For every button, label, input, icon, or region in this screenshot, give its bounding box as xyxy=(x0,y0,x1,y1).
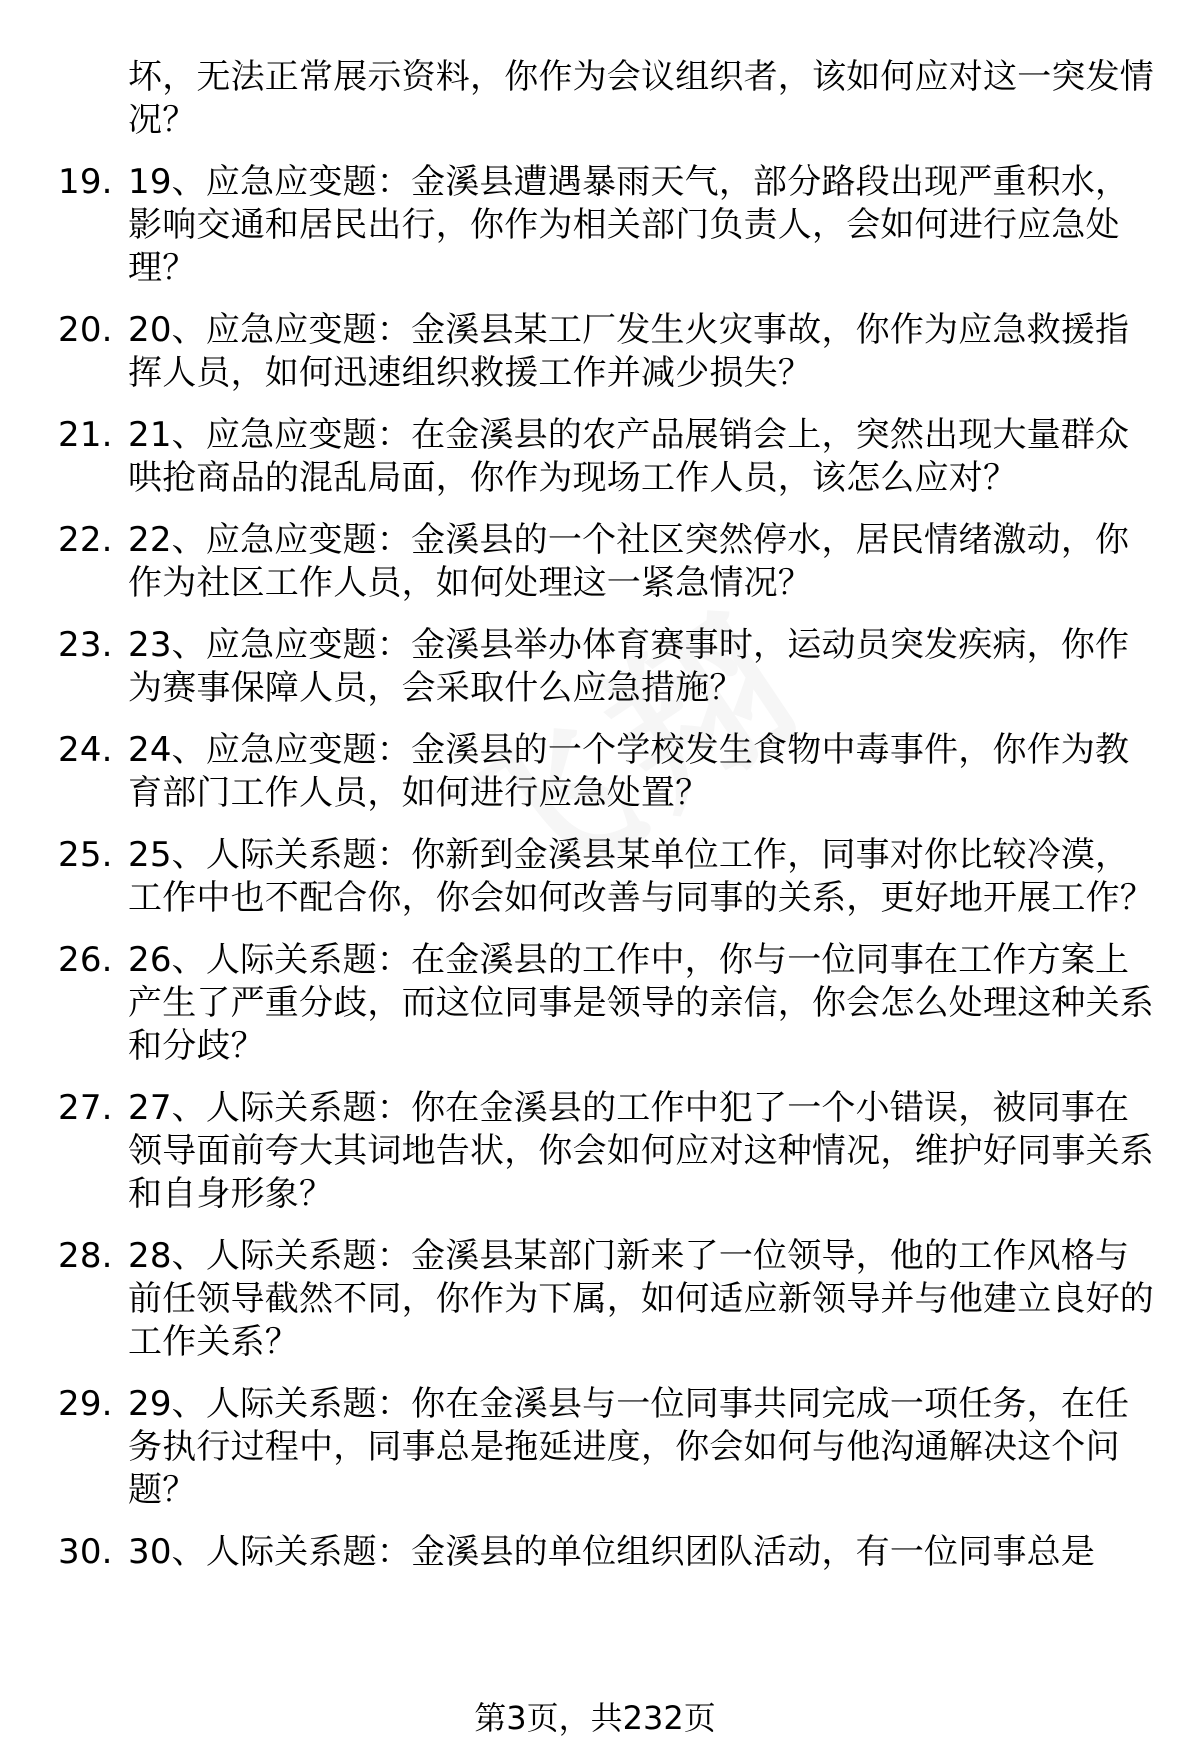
item-number: 24. xyxy=(58,730,113,770)
item-number: 23. xyxy=(58,625,113,665)
list-item xyxy=(0,939,1158,1068)
item-number: 28. xyxy=(58,1236,113,1276)
page-footer: 第3页，共232页 xyxy=(474,1699,716,1737)
item-number: 25. xyxy=(58,835,113,875)
item-text: 21、应急应变题：在金溪县的农产品展销会上，突然出现大量群众哄抢商品的混乱局面，你作为现场工作人员，该怎么应对？ xyxy=(128,415,1130,498)
item-number: 27. xyxy=(58,1088,113,1128)
item-text: 24、应急应变题：金溪县的一个学校发生食物中毒事件，你作为教育部门工作人员，如何进行应急处置？ xyxy=(128,730,1130,813)
item-text: 27、人际关系题：你在金溪县的工作中犯了一个小错误，被同事在领导面前夸大其词地告状，你会如何应对这种情况，维护好同事关系和自身形象？ xyxy=(128,1088,1154,1214)
item-number: 22. xyxy=(58,520,113,560)
item-text: 29、人际关系题：你在金溪县与一位同事共同完成一项任务，在任务执行过程中，同事总是拖延进度，你会如何与他沟通解决这个问题？ xyxy=(128,1384,1130,1510)
item-number: 21. xyxy=(58,415,113,455)
item-text: 28、人际关系题：金溪县某部门新来了一位领导，他的工作风格与前任领导截然不同，你作为下属，如何适应新领导并与他建立良好的工作关系？ xyxy=(128,1236,1154,1362)
item-text: 20、应急应变题：金溪县某工厂发生火灾事故，你作为应急救援指挥人员，如何迅速组织救援工作并减少损失？ xyxy=(128,310,1130,393)
item-text: 19、应急应变题：金溪县遭遇暴雨天气，部分路段出现严重积水，影响交通和居民出行，你作为相关部门负责人，会如何进行应急处理？ xyxy=(128,162,1130,288)
question-list xyxy=(0,56,1190,1574)
list-item xyxy=(0,414,1158,500)
item-text: 25、人际关系题：你新到金溪县某单位工作，同事对你比较冷漠，工作中也不配合你，你会如何改善与同事的关系，更好地开展工作？ xyxy=(128,835,1154,918)
item-number: 19. xyxy=(58,162,113,202)
list-item xyxy=(0,161,1158,290)
item-text: 22、应急应变题：金溪县的一个社区突然停水，居民情绪激动，你作为社区工作人员，如何处理这一紧急情况？ xyxy=(128,520,1130,603)
item-text: 坏，无法正常展示资料，你作为会议组织者，该如何应对这一突发情况？ xyxy=(128,57,1154,140)
list-item xyxy=(0,1087,1158,1216)
list-item xyxy=(0,1531,1158,1574)
item-text: 30、人际关系题：金溪县的单位组织团队活动，有一位同事总是 xyxy=(128,1532,1096,1572)
list-item xyxy=(0,834,1158,920)
list-item xyxy=(0,1235,1158,1364)
item-number: 30. xyxy=(58,1532,113,1572)
list-item xyxy=(0,624,1158,710)
list-item xyxy=(0,1383,1158,1512)
item-text: 23、应急应变题：金溪县举办体育赛事时，运动员突发疾病，你作为赛事保障人员，会采取什么应急措施？ xyxy=(128,625,1130,708)
item-number: 29. xyxy=(58,1384,113,1424)
item-text: 26、人际关系题：在金溪县的工作中，你与一位同事在工作方案上产生了严重分歧，而这位同事是领导的亲信，你会怎么处理这种关系和分歧？ xyxy=(128,940,1154,1066)
item-number: 26. xyxy=(58,940,113,980)
list-item xyxy=(0,729,1158,815)
item-number: 20. xyxy=(58,310,113,350)
list-item xyxy=(0,56,1158,142)
list-item xyxy=(0,519,1158,605)
list-item xyxy=(0,309,1158,395)
